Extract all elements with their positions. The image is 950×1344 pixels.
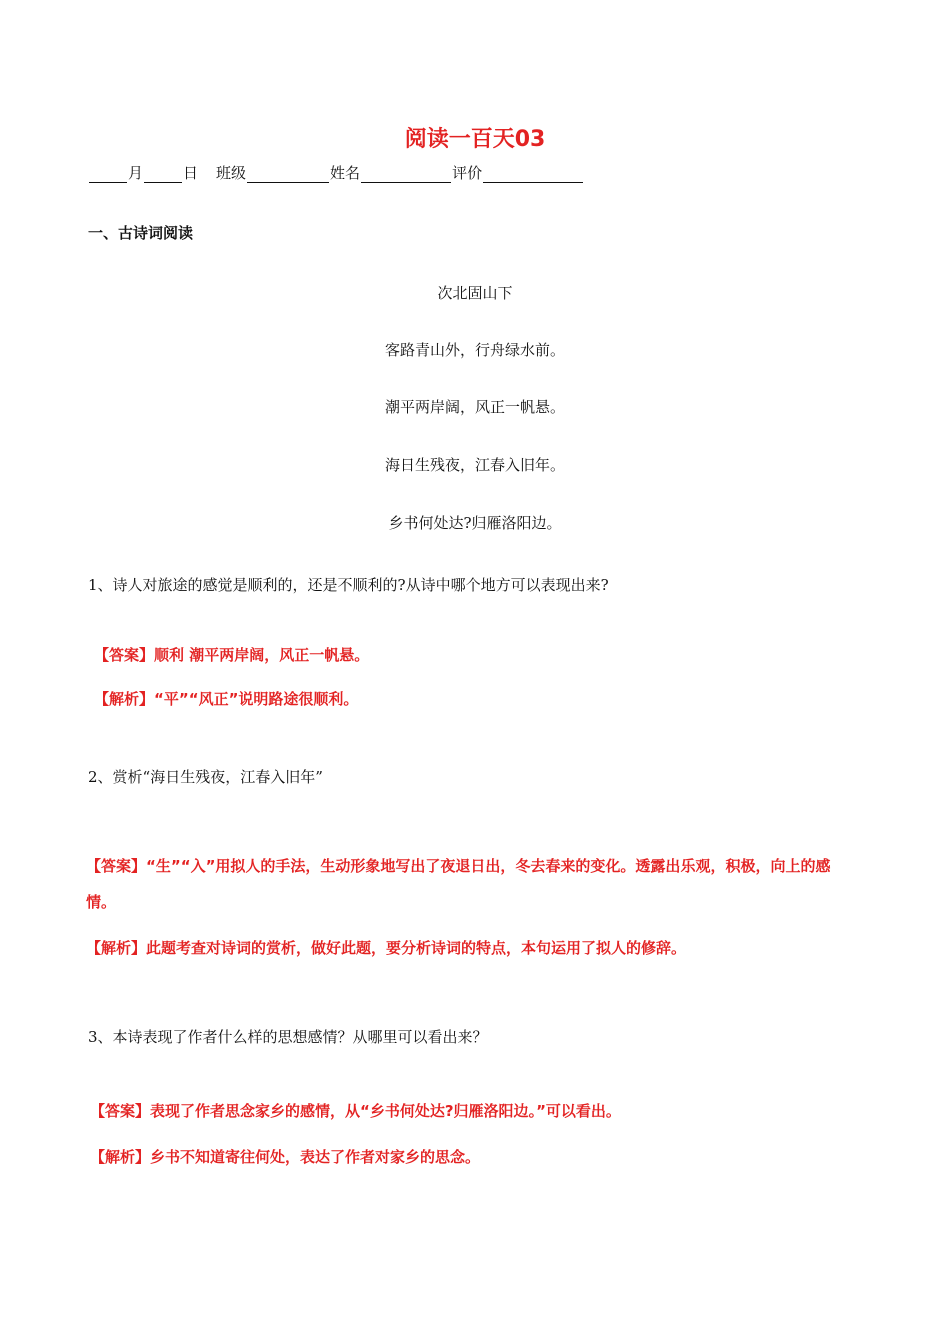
month-label: 月 bbox=[128, 164, 144, 182]
poem-line: 客路青山外，行舟绿水前。 bbox=[384, 341, 565, 359]
grade-label: 评价 bbox=[452, 164, 483, 182]
class-label: 班级 bbox=[216, 164, 247, 182]
poem-line: 潮平两岸阔，风正一帆悬。 bbox=[384, 398, 565, 416]
analysis-3: 【解析】乡书不知道寄往何处，表达了作者对家乡的思念。 bbox=[90, 1148, 481, 1166]
section-heading: 一、古诗词阅读 bbox=[88, 224, 194, 242]
question-1: 1、诗人对旅途的感觉是顺利的，还是不顺利的?从诗中哪个地方可以表现出来? bbox=[88, 576, 609, 594]
day-blank[interactable] bbox=[144, 166, 182, 183]
question-2: 2、赏析“海日生残夜，江春入旧年” bbox=[88, 768, 323, 786]
grade-blank[interactable] bbox=[483, 166, 583, 183]
analysis-2: 【解析】此题考查对诗词的赏析，做好此题，要分析诗词的特点，本句运用了拟人的修辞。 bbox=[86, 939, 687, 957]
answer-2: 【答案】“生”“入”用拟人的手法，生动形象地写出了夜退日出，冬去春来的变化。透露出乐观，积极，向上的感情。 bbox=[86, 857, 831, 911]
question-3: 3、本诗表现了作者什么样的思想感情？从哪里可以看出来？ bbox=[88, 1028, 488, 1046]
student-info-line bbox=[88, 162, 584, 183]
answer-3: 【答案】表现了作者思念家乡的感情，从“乡书何处达?归雁洛阳边。”可以看出。 bbox=[90, 1102, 621, 1120]
poem-line: 海日生残夜，江春入旧年。 bbox=[384, 456, 565, 474]
analysis-1: 【解析】“平”“风正”说明路途很顺利。 bbox=[94, 690, 359, 708]
answer-1: 【答案】顺利 潮平两岸阔，风正一帆悬。 bbox=[94, 646, 370, 664]
poem-line: 乡书何处达?归雁洛阳边。 bbox=[388, 514, 562, 532]
page-title: 阅读一百天03 bbox=[404, 127, 546, 152]
class-blank[interactable] bbox=[247, 166, 329, 183]
day-label: 日 bbox=[183, 164, 199, 182]
name-label: 姓名 bbox=[330, 164, 361, 182]
poem-title: 次北固山下 bbox=[437, 284, 513, 302]
name-blank[interactable] bbox=[361, 166, 451, 183]
month-blank[interactable] bbox=[89, 166, 127, 183]
